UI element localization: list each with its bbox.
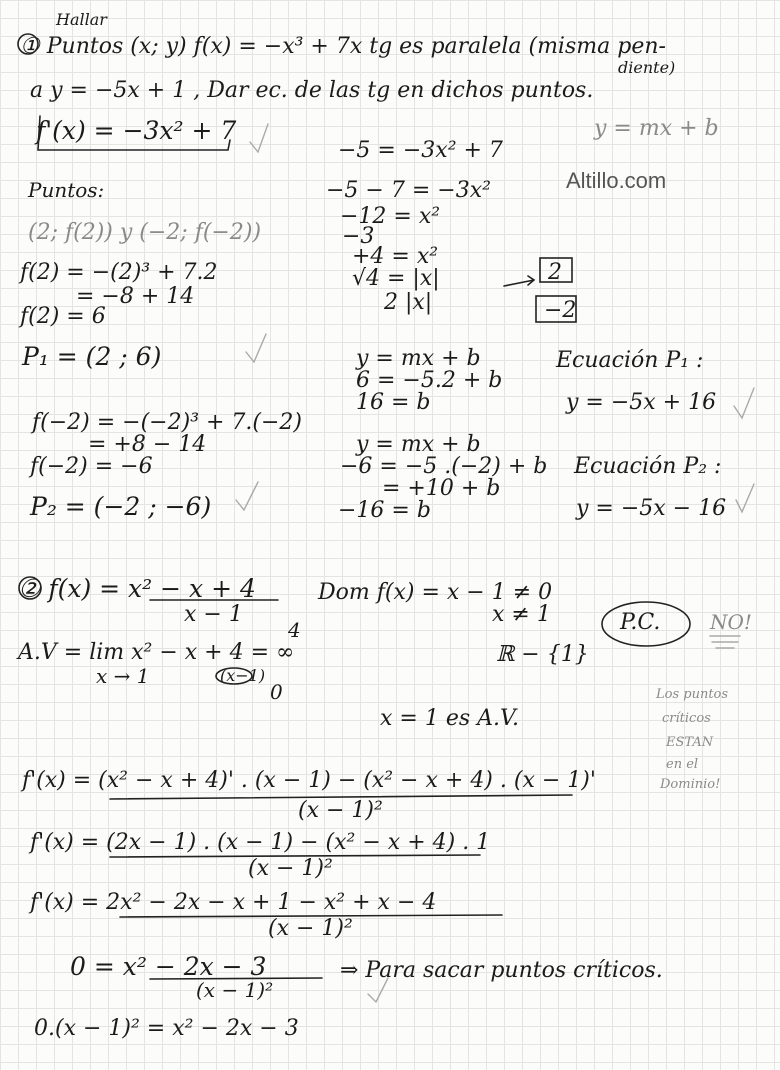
ecuacion-p2-label: Ecuación P₂ :	[574, 454, 722, 479]
puntos-pair: (2; f(2)) y (−2; f(−2))	[28, 220, 262, 245]
eq-line-6: √4 = |x|	[352, 266, 440, 291]
fm2-line-3: f(−2) = −6	[30, 454, 153, 479]
tangent2-line-2: −6 = −5 .(−2) + b	[340, 454, 548, 479]
tangent1-line-1: y = mx + b	[356, 346, 481, 371]
last-line: 0.(x − 1)² = x² − 2x − 3	[34, 1016, 299, 1041]
x-value-neg: −2	[544, 298, 577, 323]
fm2-line-1: f(−2) = −(−2)³ + 7.(−2)	[32, 410, 303, 435]
statement-diente: diente)	[618, 58, 676, 77]
eq-line-3: −12 = x²	[340, 204, 441, 229]
derivative-box: f'(x) = −3x² + 7	[36, 116, 237, 145]
critical-point-note: P.C.	[620, 610, 661, 635]
av-limit-line: A.V = lim x² − x + 4 = ∞	[18, 640, 295, 665]
check-1	[250, 124, 268, 152]
ecuacion-p1-label: Ecuación P₁ :	[556, 348, 704, 373]
derivative-2-den: (x − 1)²	[248, 856, 333, 881]
teacher-note-4: en el	[666, 757, 699, 772]
av-zero: 0	[270, 680, 283, 704]
f2-line-2: = −8 + 14	[76, 284, 195, 309]
eq-line-2: −5 − 7 = −3x²	[326, 178, 491, 203]
tangent2-line-3: = +10 + b	[382, 476, 501, 501]
problem2-dom: Dom f(x) = x − 1 ≠ 0	[318, 580, 553, 605]
tangent1-line-3: 16 = b	[356, 390, 431, 415]
tangent2-line-4: −16 = b	[338, 498, 431, 523]
teacher-note-1: Los puntos	[656, 687, 729, 702]
arrow-to-boxes	[504, 276, 534, 286]
derivative-3-num: f'(x) = 2x² − 2x − x + 1 − x² + x − 4	[30, 890, 437, 915]
check-3	[236, 482, 258, 510]
tangent2-line-1: y = mx + b	[356, 432, 481, 457]
ymx-note: y = mx + b	[594, 116, 719, 141]
critical-eq-den: (x − 1)²	[196, 978, 274, 1002]
f2-line-1: f(2) = −(2)³ + 7.2	[20, 260, 218, 285]
derivative-1-den: (x − 1)²	[298, 798, 383, 823]
point-p1: P₁ = (2 ; 6)	[22, 342, 162, 371]
f2-line-3: f(2) = 6	[20, 304, 106, 329]
fm2-line-2: = +8 − 14	[88, 432, 207, 457]
domain-reals: ℝ − {1}	[496, 642, 589, 667]
av-four: 4	[288, 618, 301, 642]
teacher-note-5: Dominio!	[660, 777, 721, 792]
check-2	[246, 334, 266, 362]
eq-line-5: +4 = x²	[352, 244, 439, 269]
x-value-pos: 2	[548, 260, 562, 285]
puntos-label: Puntos:	[28, 178, 105, 202]
hallar-note: Hallar	[56, 10, 107, 29]
critical-eq-num: 0 = x² − 2x − 3	[70, 952, 267, 981]
check-5	[736, 484, 754, 512]
teacher-note-2: críticos	[662, 711, 711, 726]
av-denominator: (x−1)	[220, 666, 266, 685]
problem2-dom-2: x ≠ 1	[492, 602, 551, 627]
watermark: Altillo.com	[566, 168, 667, 193]
problem2-function-den: x − 1	[184, 602, 243, 627]
point-p2: P₂ = (−2 ; −6)	[30, 492, 212, 521]
teacher-note-3: ESTAN	[666, 735, 714, 750]
no-underline	[710, 636, 740, 648]
check-4	[734, 388, 754, 418]
teacher-no: NO!	[710, 610, 752, 634]
critical-eq-note: ⇒ Para sacar puntos críticos.	[340, 958, 663, 983]
problem1-statement-2: a y = −5x + 1 , Dar ec. de las tg en dichos puntos.	[30, 78, 594, 103]
av-result: x = 1 es A.V.	[380, 706, 520, 731]
ecuacion-p2: y = −5x − 16	[576, 496, 727, 521]
ecuacion-p1: y = −5x + 16	[566, 390, 717, 415]
derivative-1-num: f'(x) = (x² − x + 4)' . (x − 1) − (x² − x + 4) . (x − 1)'	[22, 768, 596, 793]
av-limit-arrow: x → 1	[96, 664, 150, 688]
derivative-3-den: (x − 1)²	[268, 916, 353, 941]
eq-line-4: −3	[342, 224, 375, 249]
problem2-function: ② f(x) = x² − x + 4	[18, 574, 256, 603]
eq-line-1: −5 = −3x² + 7	[338, 138, 503, 163]
eq-line-7: 2 |x|	[384, 290, 433, 315]
problem1-statement: ① Puntos (x; y) f(x) = −x³ + 7x tg es paralela (misma pen-	[20, 34, 666, 59]
derivative-2-num: f'(x) = (2x − 1) . (x − 1) − (x² − x + 4) . 1	[30, 830, 491, 855]
tangent1-line-2: 6 = −5.2 + b	[356, 368, 503, 393]
